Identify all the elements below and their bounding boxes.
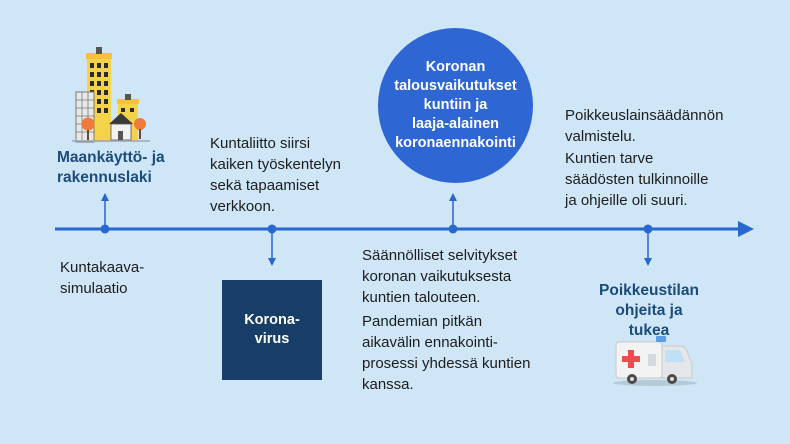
emergency-law-preparation-text: Poikkeuslainsäädännön valmistelu. <box>565 107 724 145</box>
pandemic-foresight-text: Pandemian pitkän aikavälin ennakointi- prosessi yhdessä kuntien kanssa. <box>362 313 531 393</box>
municipal-guidance-need-text: Kuntien tarve säädösten tulkinnoille ja ohjeille oli suuri. <box>565 150 709 209</box>
economic-surveys-text: Säännölliset selvitykset koronan vaikutuksesta kuntien talouteen. <box>362 247 518 306</box>
remote-work-text: Kuntaliitto siirsi kaiken työskentelyn sekä tapaamiset verkkoon. <box>210 135 341 215</box>
land-use-simulation-text: Kuntakaava- simulaatio <box>60 259 145 297</box>
emergency-guidance-title: Poikkeustilan ohjeita ja tukea <box>599 282 699 339</box>
economic-impact-circle: Koronan talousvaikutukset kuntiin ja laaja-alainen koronaennakointi <box>378 28 533 183</box>
land-use-title: Maankäyttö- ja rakennuslaki <box>57 149 165 186</box>
coronavirus-box: Korona- virus <box>222 280 322 380</box>
